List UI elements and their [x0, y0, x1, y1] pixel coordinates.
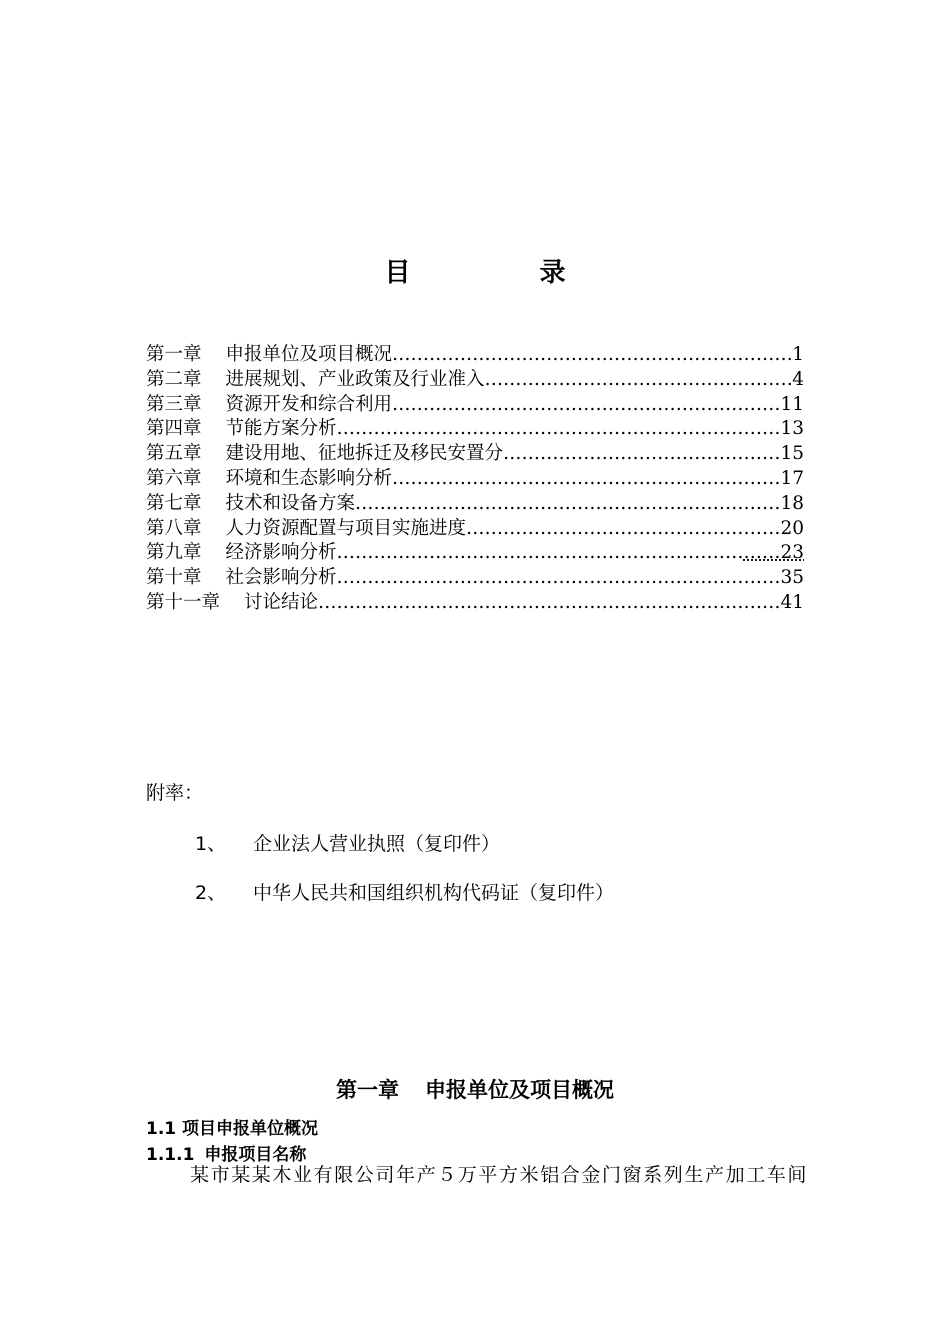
- toc-entry-8[interactable]: [146, 517, 804, 542]
- toc-entry-title: 资源开发和综合利用: [225, 393, 393, 415]
- toc-leader-dots: [337, 417, 762, 442]
- toc-leader-dots: [318, 591, 725, 616]
- appendix-item: [195, 878, 614, 905]
- chapter-label: 第一章: [336, 1078, 399, 1102]
- toc-leader-dots: [392, 393, 780, 418]
- body-paragraph: 某市某某木业有限公司年产５万平方米铝合金门窗系列生产加工车间: [190, 1164, 809, 1186]
- toc-page-number: ……35: [743, 567, 804, 589]
- toc-page-number: 15: [780, 443, 804, 465]
- toc-leader-dots: [466, 517, 743, 542]
- toc-chapter-label: 第十一章: [146, 591, 221, 613]
- section-title: 申报项目名称: [204, 1145, 307, 1165]
- toc-entry-4[interactable]: [146, 417, 804, 442]
- toc-chapter-label: 第一章: [146, 344, 202, 365]
- toc-leader-dots: [485, 368, 793, 393]
- toc-title: 目 录: [384, 258, 626, 288]
- toc-chapter-label: 第五章: [146, 443, 202, 465]
- section-number: 1.1.1: [146, 1145, 195, 1165]
- toc-entry-7[interactable]: [146, 492, 804, 517]
- toc-leader-dots: [392, 467, 762, 492]
- toc-chapter-label: 第三章: [146, 393, 202, 415]
- toc-page-number: 11: [780, 393, 804, 415]
- toc-chapter-label: 第八章: [146, 517, 202, 539]
- appendix-item-number: 1、: [195, 833, 227, 855]
- toc-chapter-label: 第二章: [146, 368, 202, 390]
- section-heading-1-1: 1.1 项目申报单位概况: [146, 1119, 319, 1139]
- toc-page-number: ……20: [743, 517, 804, 539]
- table-of-contents: [146, 343, 804, 616]
- toc-chapter-label: 第十章: [146, 567, 202, 589]
- toc-entry-title: 技术和设备方案: [225, 492, 356, 514]
- toc-leader-dots: [337, 541, 744, 566]
- toc-entry-title: 节能方案分析: [225, 418, 337, 440]
- toc-leader-dots: [355, 492, 743, 517]
- toc-chapter-label: 第四章: [146, 418, 202, 440]
- toc-entry-title: 人力资源配置与项目实施进度: [225, 517, 467, 539]
- toc-entry-title: 社会影响分析: [225, 567, 337, 589]
- toc-page-number: …13: [761, 418, 804, 440]
- toc-page-number: 4: [792, 368, 804, 390]
- toc-entry-title: 进展规划、产业政策及行业准入: [225, 368, 485, 390]
- toc-page-number: ……18: [743, 492, 804, 514]
- toc-leader-dots: [392, 343, 792, 368]
- toc-chapter-label: 第九章: [146, 542, 202, 564]
- toc-entry-title: 环境和生态影响分析: [225, 467, 393, 489]
- toc-chapter-label: 第七章: [146, 492, 202, 514]
- toc-entry-3[interactable]: [146, 393, 804, 418]
- toc-page-number: …17: [761, 467, 804, 489]
- toc-leader-dots: [337, 566, 744, 591]
- toc-entry-2[interactable]: [146, 368, 804, 393]
- toc-entry-title: 讨论结论: [244, 591, 319, 613]
- appendix-title: 附率：: [146, 782, 204, 804]
- toc-entry-11[interactable]: [146, 591, 804, 616]
- appendix-item-text: 企业法人营业执照（复印件）: [253, 833, 501, 855]
- toc-page-number: ………41: [724, 591, 804, 613]
- toc-entry-6[interactable]: [146, 467, 804, 492]
- toc-chapter-label: 第六章: [146, 467, 202, 489]
- chapter-heading: [0, 1074, 950, 1104]
- toc-entry-10[interactable]: [146, 566, 804, 591]
- toc-page-number: 1: [792, 344, 804, 365]
- toc-entry-title: 经济影响分析: [225, 542, 337, 564]
- toc-entry-title: 申报单位及项目概况: [225, 344, 393, 365]
- toc-leader-dots: [503, 442, 780, 467]
- toc-entry-5[interactable]: [146, 442, 804, 467]
- toc-page-number: ……23: [743, 542, 804, 564]
- appendix-item-number: 2、: [195, 882, 227, 904]
- appendix-item: [195, 829, 500, 856]
- toc-entry-9[interactable]: [146, 541, 804, 566]
- toc-entry-title: 建设用地、征地拆迁及移民安置分: [225, 443, 504, 465]
- chapter-title-text: 申报单位及项目概况: [425, 1078, 614, 1102]
- appendix-item-text: 中华人民共和国组织机构代码证（复印件）: [253, 882, 615, 904]
- toc-entry-1[interactable]: [146, 343, 804, 368]
